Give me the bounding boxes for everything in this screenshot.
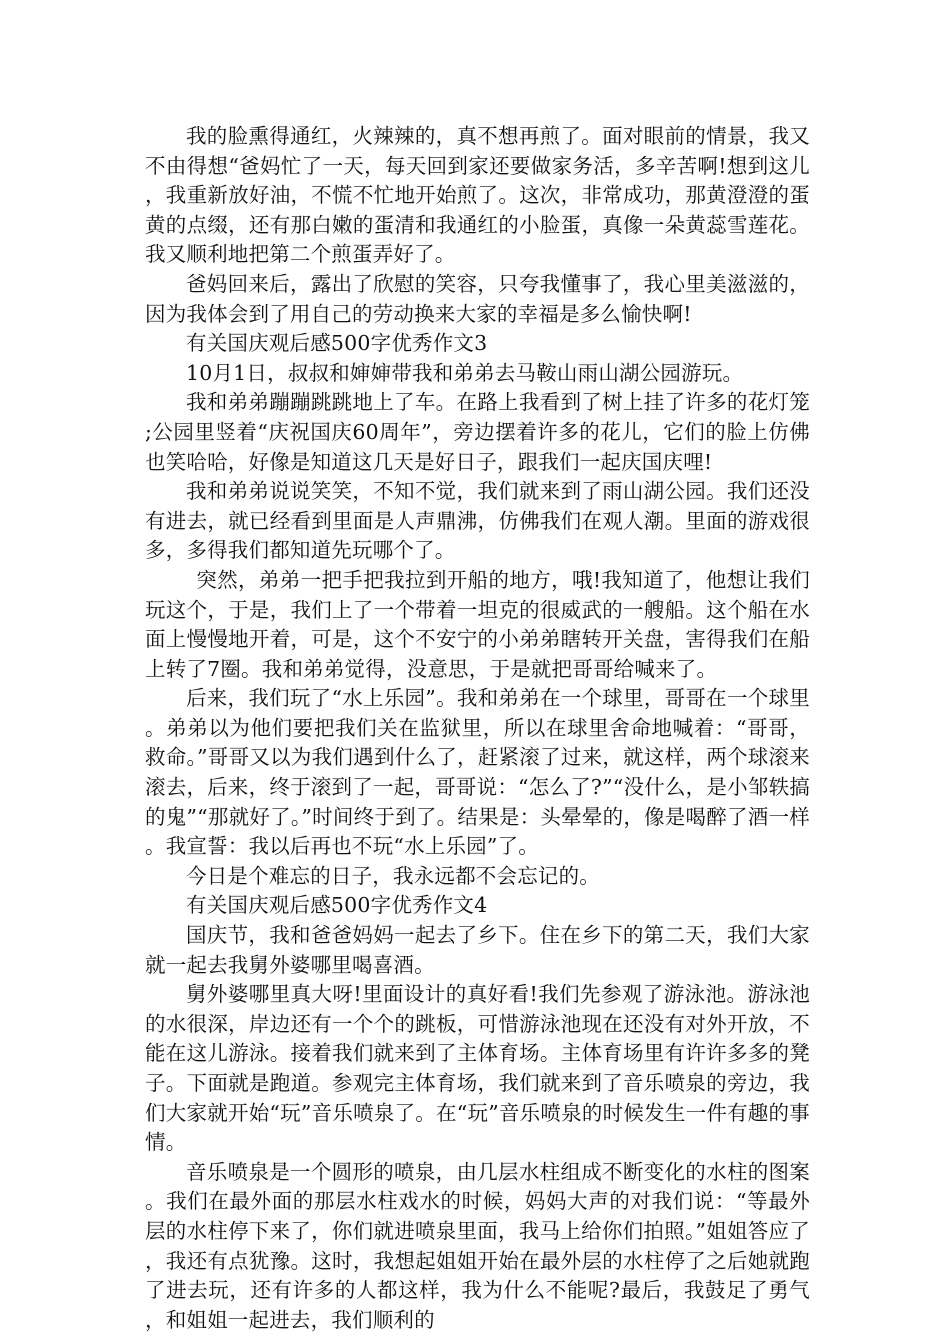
paragraph-countryside: 国庆节，我和爸爸妈妈一起去了乡下。住在乡下的第二天，我们大家就一起去我舅外婆哪里喝喜酒。 — [145, 923, 810, 977]
paragraph-oct-first: 10月1日，叔叔和婶婶带我和弟弟去马鞍山雨山湖公园游玩。 — [186, 360, 744, 385]
paragraph-memorable-day: 今日是个难忘的日子，我永远都不会忘记的。 — [186, 863, 600, 888]
paragraph-parents-return: 爸妈回来后，露出了欣慰的笑容，只夸我懂事了，我心里美滋滋的，因为我体会到了用自己的劳动换来大家的幸福是多么愉快啊! — [145, 271, 810, 326]
paragraph-music-fountain: 音乐喷泉是一个圆形的喷泉，由几层水柱组成不断变化的水柱的图案。我们在最外面的那层水柱戏水的时候，妈妈大声的对我们说：“等最外层的水柱停下来了，你们就进喷泉里面，我马上给你们拍照。”姐姐答应了，我还有点犹豫。这时，我想起姐姐开始在最外层的水柱停了之后她就跑了进去玩，还有许多的人都这样，我为什么不能呢?最后，我鼓足了勇气，和姐姐一起进去，我们顺利的 — [145, 1159, 810, 1332]
essay-title-4: 有关国庆观后感500字优秀作文4 — [186, 893, 488, 918]
essay-title-3: 有关国庆观后感500字优秀作文3 — [186, 331, 488, 356]
paragraph-water-park: 后来，我们玩了“水上乐园”。我和弟弟在一个球里，哥哥在一个球里。弟弟以为他们要把我们关在监狱里，所以在球里舍命地喊着：“哥哥，救命。”哥哥又以为我们遇到什么了，赶紧滚了过来，就这样，两个球滚来滚去，后来，终于滚到了一起，哥哥说：“怎么了?”“没什么，是小邹轶搞的鬼”“那就好了。”时间终于到了。结果是：头晕晕的，像是喝醉了酒一样。我宣誓：我以后再也不玩“水上乐园”了。 — [145, 686, 810, 859]
paragraph-bus-ride: 我和弟弟蹦蹦跳跳地上了车。在路上我看到了树上挂了许多的花灯笼;公园里竖着“庆祝国庆60周年”，旁边摆着许多的花儿，它们的脸上仿佛也笑哈哈，好像是知道这几天是好日子，跟我们一起庆国庆哩! — [145, 390, 810, 474]
document-page — [145, 122, 810, 1335]
paragraph-arrive-park: 我和弟弟说说笑笑，不知不觉，我们就来到了雨山湖公园。我们还没有进去，就已经看到里面是人声鼎沸，仿佛我们在观人潮。里面的游戏很多，多得我们都知道先玩哪个了。 — [145, 479, 810, 563]
paragraph-swimming-pool: 舅外婆哪里真大呀!里面设计的真好看!我们先参观了游泳池。游泳池的水很深，岸边还有一个个的跳板，可惜游泳池现在还没有对外开放，不能在这儿游泳。接着我们就来到了主体育场。主体育场里有许许多多的凳子。下面就是跑道。参观完主体育场，我们就来到了音乐喷泉的旁边，我们大家就开始“玩”音乐喷泉了。在“玩”音乐喷泉的时候发生一件有趣的事情。 — [145, 982, 810, 1155]
paragraph-fried-egg: 我的脸熏得通红，火辣辣的，真不想再煎了。面对眼前的情景，我又不由得想“爸妈忙了一天，每天回到家还要做家务活，多辛苦啊!想到这儿，我重新放好油，不慌不忙地开始煎了。这次，非常成功，那黄澄澄的蛋黄的点缀，还有那白嫩的蛋清和我通红的小脸蛋，真像一朵黄蕊雪莲花。我又顺利地把第二个煎蛋弄好了。 — [145, 124, 810, 267]
paragraph-boat: 突然，弟弟一把手把我拉到开船的地方，哦!我知道了，他想让我们玩这个，于是，我们上了一个带着一坦克的很威武的一艘船。这个船在水面上慢慢地开着，可是，这个不安宁的小弟弟瞎转开关盘，害得我们在船上转了7圈。我和弟弟觉得，没意思，于是就把哥哥给喊来了。 — [145, 567, 810, 681]
